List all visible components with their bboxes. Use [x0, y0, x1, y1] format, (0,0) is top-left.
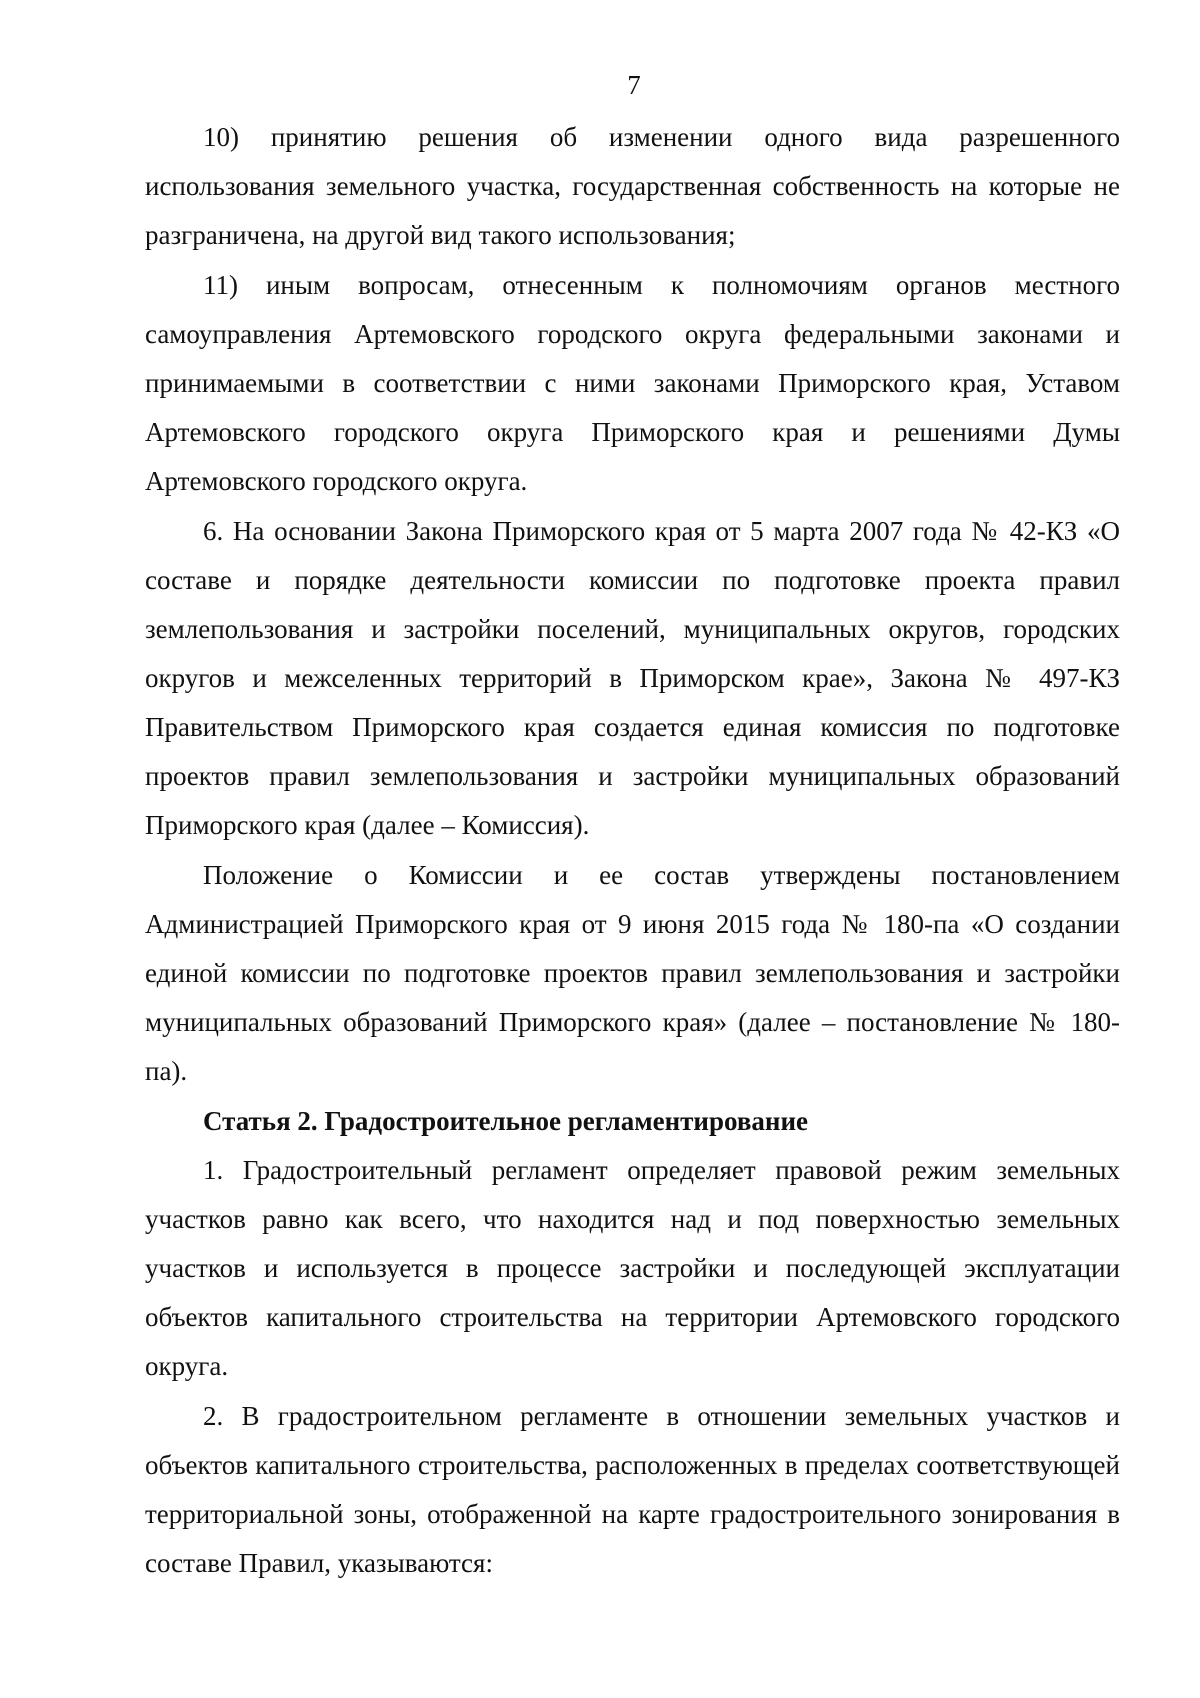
paragraph-item-11: 11) иным вопросам, отнесенным к полномочиям органов местного самоуправления Артемовского городского округа федеральными законами и принимаемыми в соответствии с ними законами Приморского края, Уставом Артемовского городского округа Приморского края и решениями Думы Артемовского городского округа. — [145, 270, 1120, 496]
paragraph-commission-regulation: Положение о Комиссии и ее состав утверждены постановлением Администрацией Приморского края от 9 июня 2015 года № 180-па «О создании единой комиссии по подготовке проектов правил землепользования и застройки муниципальных образований Приморского края» (далее – постановление № 180-па). — [145, 860, 1120, 1086]
page-number: 7 — [627, 70, 641, 100]
document-body — [145, 113, 1120, 1589]
article-2-paragraph-2: 2. В градостроительном регламенте в отношении земельных участков и объектов капитального строительства, расположенных в пределах соответствующей территориальной зоны, отображенной на карте градостроительного зонирования в составе Правил, указываются: — [145, 1401, 1120, 1578]
article-2-paragraph-1: 1. Градостроительный регламент определяет правовой режим земельных участков равно как всего, что находится над и под поверхностью земельных участков и используется в процессе застройки и последующей эксплуатации объектов капитального строительства на территории Артемовского городского округа. — [145, 1155, 1120, 1381]
paragraph-6-commission: 6. На основании Закона Приморского края от 5 марта 2007 года № 42-КЗ «О составе и порядке деятельности комиссии по подготовке проекта правил землепользования и застройки поселений, муниципальных округов, городских округов и межселенных территорий в Приморском крае», Закона № 497-КЗ Правительством Приморского края создается единая комиссия по подготовке проектов правил землепользования и застройки муниципальных образований Приморского края (далее – Комиссия). — [145, 516, 1120, 840]
paragraph-item-10: 10) принятию решения об изменении одного вида разрешенного использования земельного участка, государственная собственность на которые не разграничена, на другой вид такого использования; — [145, 122, 1120, 250]
article-2-heading: Статья 2. Градостроительное регламентирование — [203, 1106, 809, 1136]
